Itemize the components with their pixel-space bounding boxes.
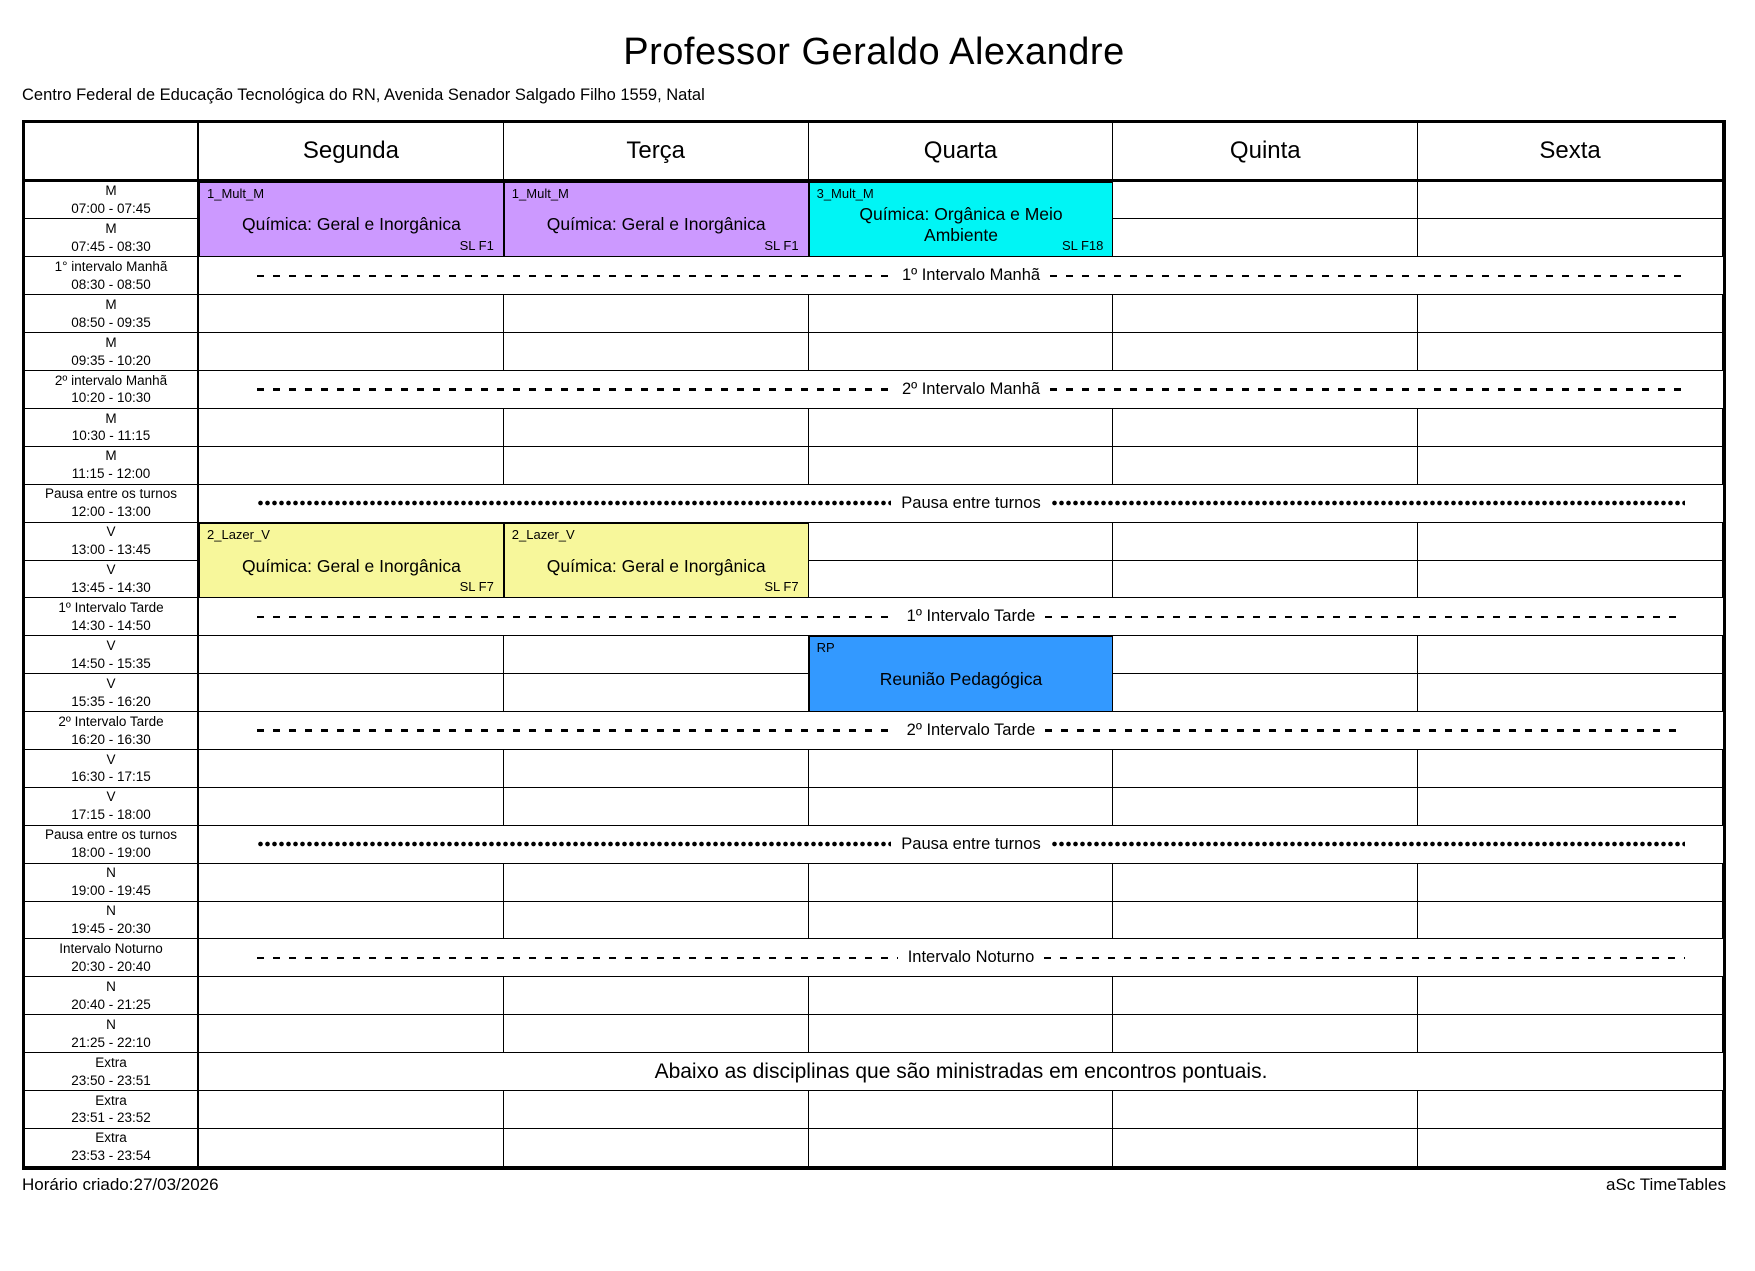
slot-time: 18:00 - 19:00	[71, 845, 151, 861]
empty-slot	[504, 295, 809, 333]
slot-time: 20:40 - 21:25	[71, 996, 151, 1012]
slot-label: Pausa entre os turnos	[44, 827, 178, 843]
slot-time: 19:00 - 19:45	[71, 883, 151, 899]
slot-label: V	[106, 675, 116, 691]
lesson-rp[interactable]	[809, 636, 1114, 712]
slot-label: 1° intervalo Manhã	[54, 259, 168, 274]
empty-slot	[1418, 674, 1723, 712]
slot-label: V	[106, 562, 116, 578]
empty-slot	[1418, 219, 1723, 257]
page-title: Professor Geraldo Alexandre	[623, 31, 1125, 73]
empty-slot	[809, 902, 1114, 940]
empty-slot	[1113, 182, 1418, 220]
empty-slot	[1113, 295, 1418, 333]
empty-slot	[199, 409, 504, 447]
time-slot	[25, 409, 199, 447]
divider-line	[1050, 275, 1685, 278]
empty-slot	[809, 977, 1114, 1015]
empty-slot	[199, 788, 504, 826]
empty-slot	[809, 1091, 1114, 1129]
interval-label: 2º Intervalo Tarde	[906, 721, 1036, 739]
slot-time: 12:00 - 13:00	[71, 504, 151, 520]
empty-slot	[809, 1129, 1114, 1167]
empty-slot	[809, 1015, 1114, 1053]
empty-slot	[504, 902, 809, 940]
slot-time: 08:30 - 08:50	[71, 276, 151, 292]
empty-slot	[1418, 561, 1723, 599]
lesson-tag: RP	[816, 640, 835, 656]
empty-slot	[1418, 447, 1723, 485]
corner-cell	[25, 123, 199, 182]
slot-time: 09:35 - 10:20	[71, 352, 151, 368]
empty-slot	[1113, 561, 1418, 599]
time-slot	[25, 712, 199, 750]
empty-slot	[1113, 636, 1418, 674]
created-date-label: Horário criado:27/03/2026	[22, 1174, 219, 1194]
lesson-title: Química: Orgânica e Meio Ambiente	[859, 203, 1063, 245]
lesson-tag: 3_Mult_M	[816, 185, 874, 201]
empty-slot	[504, 1015, 809, 1053]
footer	[22, 1175, 1726, 1195]
slot-label: N	[106, 865, 116, 881]
time-slot	[25, 1053, 199, 1091]
divider-line	[257, 729, 897, 732]
note-text: Abaixo as disciplinas que são ministradas em encontros pontuais.	[654, 1059, 1268, 1083]
empty-slot	[1113, 333, 1418, 371]
empty-slot	[1418, 636, 1723, 674]
slot-time: 07:45 - 08:30	[71, 238, 151, 254]
empty-slot	[1418, 864, 1723, 902]
slot-time: 11:15 - 12:00	[71, 466, 151, 482]
lesson-room: SL F1	[764, 238, 799, 254]
lesson-title: Química: Geral e Inorgânica	[546, 214, 766, 235]
time-slot	[25, 939, 199, 977]
asc-timetables-brand: aSc TimeTables	[1606, 1174, 1726, 1194]
slot-time: 21:25 - 22:10	[71, 1034, 151, 1050]
empty-slot	[1113, 409, 1418, 447]
time-slot	[25, 333, 199, 371]
time-slot	[25, 219, 199, 257]
slot-label: N	[106, 1016, 116, 1032]
slot-time: 10:30 - 11:15	[71, 428, 151, 444]
lesson-2-lazer-v[interactable]	[504, 523, 809, 599]
empty-slot	[199, 674, 504, 712]
empty-slot	[1113, 864, 1418, 902]
empty-slot	[199, 333, 504, 371]
slot-label: N	[106, 903, 116, 919]
empty-slot	[199, 447, 504, 485]
time-slot	[25, 371, 199, 409]
empty-slot	[1113, 977, 1418, 1015]
slot-label: 2º intervalo Manhã	[54, 372, 168, 388]
empty-slot	[504, 977, 809, 1015]
interval-row	[199, 712, 1723, 750]
time-slot	[25, 788, 199, 826]
time-slot	[25, 561, 199, 599]
time-slot	[25, 1129, 199, 1167]
divider-line	[1051, 500, 1685, 506]
empty-slot	[1113, 674, 1418, 712]
slot-label: M	[105, 183, 117, 199]
empty-slot	[809, 561, 1114, 599]
interval-label: Intervalo Noturno	[907, 948, 1035, 967]
empty-slot	[1418, 902, 1723, 940]
time-slot	[25, 447, 199, 485]
lesson-room: SL F7	[459, 579, 494, 595]
day-header-sexta: Sexta	[1418, 123, 1723, 182]
interval-row	[199, 598, 1723, 636]
empty-slot	[1418, 182, 1723, 220]
divider-line	[1050, 388, 1685, 391]
school-address: Centro Federal de Educação Tecnológica do RN, Avenida Senador Salgado Filho 1559, Natal	[22, 85, 705, 104]
lesson-3-mult-m[interactable]	[809, 182, 1114, 258]
empty-slot	[809, 333, 1114, 371]
empty-slot	[504, 1091, 809, 1129]
empty-slot	[1418, 295, 1723, 333]
empty-slot	[504, 864, 809, 902]
lesson-tag: 2_Lazer_V	[511, 526, 575, 542]
interval-row	[199, 257, 1723, 295]
day-header-quarta: Quarta	[809, 123, 1114, 182]
empty-slot	[1113, 523, 1418, 561]
empty-slot	[504, 447, 809, 485]
slot-time: 13:00 - 13:45	[71, 542, 151, 558]
empty-slot	[1113, 1091, 1418, 1129]
empty-slot	[809, 409, 1114, 447]
lesson-title: Química: Geral e Inorgânica	[546, 555, 766, 576]
slot-time: 16:20 - 16:30	[71, 731, 151, 747]
interval-label: Pausa entre turnos	[901, 834, 1041, 853]
slot-label: V	[106, 751, 116, 767]
interval-row	[199, 826, 1723, 864]
slot-time: 16:30 - 17:15	[71, 769, 151, 785]
divider-line	[257, 616, 897, 619]
empty-slot	[1418, 409, 1723, 447]
interval-row	[199, 485, 1723, 523]
slot-time: 17:15 - 18:00	[71, 807, 151, 823]
slot-label: 1º Intervalo Tarde	[58, 600, 164, 616]
empty-slot	[1113, 1129, 1418, 1167]
divider-line	[257, 500, 891, 506]
time-slot	[25, 523, 199, 561]
lesson-1-mult-m[interactable]	[199, 182, 504, 258]
empty-slot	[504, 1129, 809, 1167]
day-header-terca: Terça	[504, 123, 809, 182]
slot-time: 20:30 - 20:40	[71, 958, 151, 974]
slot-label: M	[105, 448, 117, 464]
empty-slot	[1113, 902, 1418, 940]
empty-slot	[809, 788, 1114, 826]
empty-slot	[504, 333, 809, 371]
empty-slot	[1113, 219, 1418, 257]
interval-label: 1º Intervalo Manhã	[901, 266, 1041, 285]
interval-label: 1º Intervalo Tarde	[906, 607, 1036, 626]
empty-slot	[809, 523, 1114, 561]
slot-time: 14:50 - 15:35	[71, 655, 151, 671]
empty-slot	[809, 295, 1114, 333]
lesson-title: Química: Geral e Inorgânica	[241, 214, 461, 235]
divider-line	[1045, 616, 1685, 619]
divider-line	[1051, 841, 1685, 847]
empty-slot	[1418, 1091, 1723, 1129]
time-slot	[25, 295, 199, 333]
time-slot	[25, 674, 199, 712]
divider-line	[257, 275, 892, 278]
empty-slot	[199, 750, 504, 788]
empty-slot	[1418, 1129, 1723, 1167]
lesson-tag: 2_Lazer_V	[207, 526, 270, 542]
slot-label: M	[105, 334, 117, 350]
interval-row	[199, 939, 1723, 977]
slot-label: N	[106, 978, 116, 994]
empty-slot	[504, 674, 809, 712]
empty-slot	[199, 977, 504, 1015]
lesson-1-mult-m[interactable]	[504, 182, 809, 258]
slot-label: Extra	[95, 1054, 127, 1070]
empty-slot	[504, 750, 809, 788]
lesson-tag: 1_Mult_M	[207, 185, 265, 201]
empty-slot	[199, 636, 504, 674]
empty-slot	[199, 295, 504, 333]
empty-slot	[809, 447, 1114, 485]
slot-label: Pausa entre os turnos	[44, 486, 178, 502]
slot-label: Extra	[95, 1130, 127, 1146]
slot-time: 15:35 - 16:20	[71, 693, 151, 709]
divider-line	[257, 957, 898, 960]
empty-slot	[199, 1015, 504, 1053]
empty-slot	[1418, 1015, 1723, 1053]
lesson-title: Reunião Pedagógica	[879, 669, 1043, 690]
lesson-2-lazer-v[interactable]	[199, 523, 504, 599]
slot-label: Intervalo Noturno	[59, 941, 163, 957]
empty-slot	[1113, 788, 1418, 826]
lesson-room: SL F7	[764, 579, 799, 595]
empty-slot	[1113, 1015, 1418, 1053]
slot-time: 23:51 - 23:52	[71, 1110, 151, 1126]
timetable-page	[0, 30, 1755, 1195]
empty-slot	[1418, 333, 1723, 371]
time-slot	[25, 257, 199, 295]
empty-slot	[504, 636, 809, 674]
interval-label: 2º Intervalo Manhã	[901, 379, 1041, 398]
lesson-tag: 1_Mult_M	[511, 185, 569, 201]
day-header-segunda: Segunda	[199, 123, 504, 182]
time-slot	[25, 485, 199, 523]
lesson-title: Química: Geral e Inorgânica	[241, 555, 461, 576]
time-slot	[25, 826, 199, 864]
empty-slot	[1418, 977, 1723, 1015]
empty-slot	[1418, 788, 1723, 826]
time-slot	[25, 750, 199, 788]
time-slot	[25, 636, 199, 674]
slot-label: 2º Intervalo Tarde	[58, 713, 164, 729]
time-slot	[25, 902, 199, 940]
empty-slot	[1113, 750, 1418, 788]
slot-time: 14:30 - 14:50	[71, 617, 151, 633]
note-row	[199, 1053, 1723, 1091]
empty-slot	[1418, 523, 1723, 561]
lesson-room: SL F1	[459, 238, 494, 254]
interval-row	[199, 371, 1723, 409]
empty-slot	[504, 788, 809, 826]
slot-label: V	[106, 637, 116, 653]
slot-label: M	[105, 410, 117, 426]
slot-label: V	[106, 789, 116, 805]
divider-line	[257, 841, 891, 847]
slot-time: 23:50 - 23:51	[71, 1072, 151, 1088]
slot-label: Extra	[95, 1092, 127, 1108]
slot-label: M	[105, 221, 117, 237]
empty-slot	[199, 1091, 504, 1129]
divider-line	[1045, 729, 1685, 732]
time-slot	[25, 1015, 199, 1053]
slot-time: 23:53 - 23:54	[71, 1148, 151, 1164]
time-slot	[25, 182, 199, 220]
slot-time: 10:20 - 10:30	[71, 390, 151, 406]
empty-slot	[199, 864, 504, 902]
divider-line	[1044, 957, 1685, 960]
day-header-quinta: Quinta	[1113, 123, 1418, 182]
empty-slot	[1113, 447, 1418, 485]
empty-slot	[1418, 750, 1723, 788]
interval-label: Pausa entre turnos	[901, 493, 1041, 512]
slot-time: 08:50 - 09:35	[71, 314, 151, 330]
empty-slot	[199, 902, 504, 940]
empty-slot	[199, 1129, 504, 1167]
divider-line	[257, 388, 892, 391]
slot-time: 13:45 - 14:30	[71, 579, 151, 595]
empty-slot	[504, 409, 809, 447]
time-slot	[25, 977, 199, 1015]
empty-slot	[809, 864, 1114, 902]
slot-label: V	[106, 524, 116, 540]
time-slot	[25, 1091, 199, 1129]
slot-time: 07:00 - 07:45	[71, 201, 151, 217]
time-slot	[25, 598, 199, 636]
empty-slot	[809, 750, 1114, 788]
slot-time: 19:45 - 20:30	[71, 920, 151, 936]
time-slot	[25, 864, 199, 902]
timetable-grid	[22, 120, 1726, 1170]
lesson-room: SL F18	[1061, 238, 1104, 254]
slot-label: M	[105, 296, 117, 312]
